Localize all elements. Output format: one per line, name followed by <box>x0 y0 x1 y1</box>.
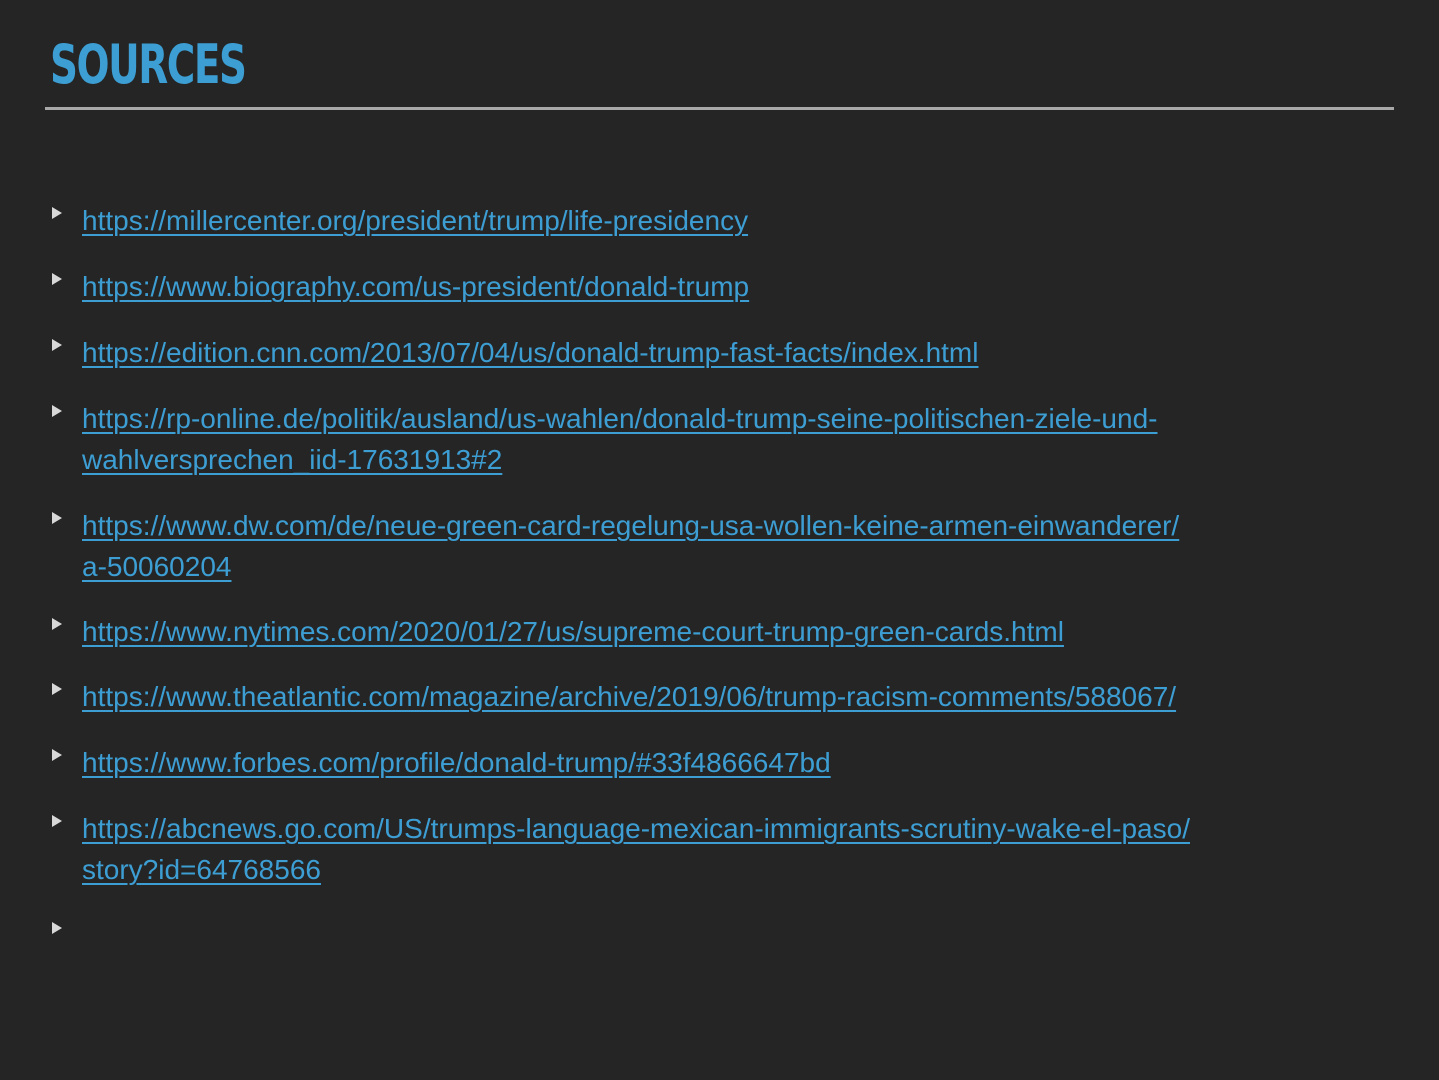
page-title: SOURCES <box>50 33 246 96</box>
list-item <box>52 200 1372 241</box>
triangle-bullet-icon <box>52 683 62 695</box>
list-item <box>52 676 1372 717</box>
source-link-line: a-50060204 <box>82 551 232 582</box>
triangle-bullet-icon <box>52 339 62 351</box>
source-link-line: https://millercenter.org/president/trump/life-presidency <box>82 205 749 236</box>
source-link-line: https://www.theatlantic.com/magazine/archive/2019/06/trump-racism-comments/588067/ <box>82 681 1177 712</box>
source-link-line: https://www.dw.com/de/neue-green-card-regelung-usa-wollen-keine-armen-einwanderer/ <box>82 510 1180 541</box>
triangle-bullet-icon <box>52 749 62 761</box>
source-link-line: https://abcnews.go.com/US/trumps-language-mexican-immigrants-scrutiny-wake-el-paso/ <box>82 813 1190 844</box>
source-link[interactable] <box>82 611 1372 652</box>
list-item <box>52 505 1372 587</box>
source-link-line: https://edition.cnn.com/2013/07/04/us/donald-trump-fast-facts/index.html <box>82 337 979 368</box>
list-item <box>52 266 1372 307</box>
source-link[interactable] <box>82 266 1372 307</box>
triangle-bullet-icon <box>52 512 62 524</box>
source-link[interactable] <box>82 398 1372 480</box>
triangle-bullet-icon <box>52 922 62 934</box>
list-item <box>52 742 1372 783</box>
triangle-bullet-icon <box>52 273 62 285</box>
source-link-line: https://www.nytimes.com/2020/01/27/us/supreme-court-trump-green-cards.html <box>82 616 1064 647</box>
source-link[interactable] <box>82 742 1372 783</box>
source-link[interactable] <box>82 332 1372 373</box>
source-link[interactable] <box>82 676 1372 717</box>
source-link-line: https://rp-online.de/politik/ausland/us-wahlen/donald-trump-seine-politischen-ziele-und- <box>82 403 1158 434</box>
source-link[interactable] <box>82 505 1372 587</box>
source-link[interactable] <box>82 808 1372 890</box>
triangle-bullet-icon <box>52 815 62 827</box>
source-link-line: story?id=64768566 <box>82 854 321 885</box>
list-item <box>52 332 1372 373</box>
source-link-line: https://www.biography.com/us-president/donald-trump <box>82 271 750 302</box>
source-link-line: wahlversprechen_iid-17631913#2 <box>82 444 503 475</box>
list-item <box>52 398 1372 480</box>
list-item <box>52 808 1372 890</box>
list-item <box>52 611 1372 652</box>
source-link[interactable] <box>82 200 1372 241</box>
source-link-line: https://www.forbes.com/profile/donald-trump/#33f4866647bd <box>82 747 831 778</box>
triangle-bullet-icon <box>52 405 62 417</box>
triangle-bullet-icon <box>52 207 62 219</box>
triangle-bullet-icon <box>52 618 62 630</box>
